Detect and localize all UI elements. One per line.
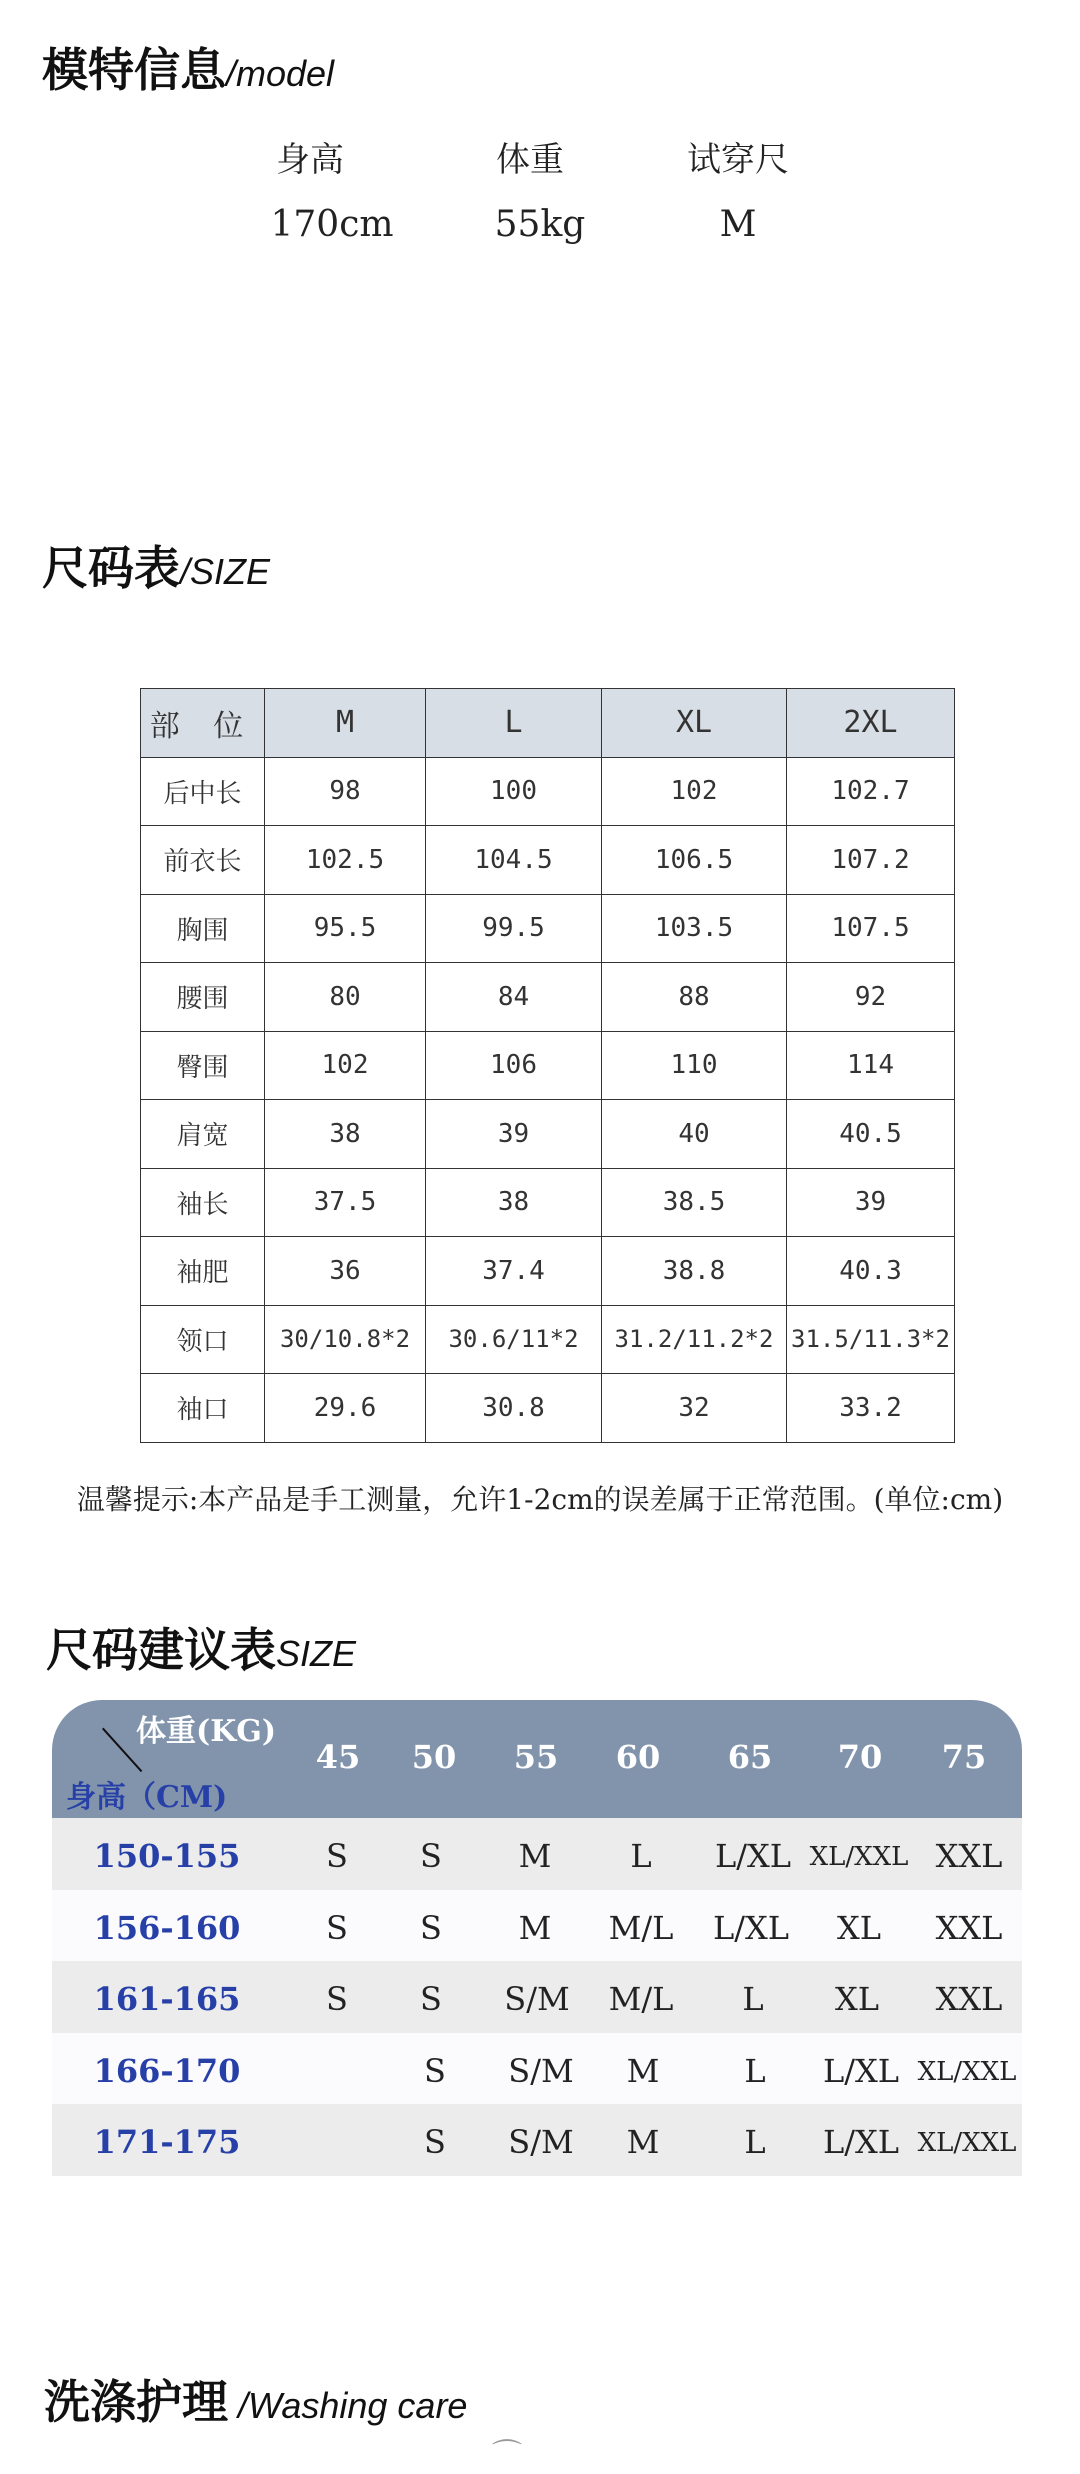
- recommend-table: [52, 1700, 1022, 2176]
- partial-care-icon: ⌒: [492, 2439, 522, 2472]
- table-cell: 104.5: [426, 826, 602, 895]
- table-cell: 32: [602, 1374, 787, 1443]
- washing-title-en: /Washing care: [238, 2385, 468, 2426]
- size-cell: S: [326, 1980, 348, 2018]
- size-title-cn: 尺码表: [42, 541, 180, 595]
- size-cell: L: [630, 1837, 652, 1875]
- recommend-row: [52, 2104, 1022, 2176]
- recommend-row: [52, 2033, 1022, 2105]
- height-range: 166-170: [93, 2051, 241, 2090]
- table-cell: 36: [265, 1237, 426, 1306]
- row-part: 袖肥: [141, 1237, 265, 1306]
- header-size-l: L: [426, 689, 602, 758]
- table-cell: 99.5: [426, 894, 602, 963]
- model-title-en: /model: [226, 53, 335, 94]
- table-cell: 103.5: [602, 894, 787, 963]
- height-range: 156-160: [93, 1908, 241, 1947]
- size-table: [140, 688, 955, 1443]
- table-cell: 29.6: [265, 1374, 426, 1443]
- measurement-note: 温馨提示:本产品是手工测量，允许1-2cm的误差属于正常范围。(单位:cm): [76, 1483, 1004, 1516]
- table-cell: 95.5: [265, 894, 426, 963]
- table-cell: 110: [602, 1031, 787, 1100]
- header-size-m: M: [265, 689, 426, 758]
- table-cell: 100: [426, 757, 602, 826]
- size-cell: XL/XXL: [809, 1842, 909, 1872]
- size-cell: L: [744, 2051, 766, 2090]
- model-title-cn: 模特信息: [42, 43, 226, 97]
- weight-col: 70: [837, 1738, 883, 1776]
- recommend-heading: [46, 1614, 356, 1680]
- model-label-size: 试穿尺: [687, 140, 789, 180]
- recommend-row: [52, 1961, 1022, 2033]
- table-cell: 102: [602, 757, 787, 826]
- recommend-row: [52, 1818, 1022, 1890]
- weight-axis-label: 体重(KG): [136, 1714, 277, 1749]
- table-cell: 80: [265, 963, 426, 1032]
- row-part: 后中长: [141, 757, 265, 826]
- recommend-title-en: SIZE: [276, 1633, 357, 1674]
- table-row: [141, 1237, 955, 1306]
- table-cell: 39: [787, 1168, 955, 1237]
- model-heading: [42, 34, 334, 100]
- size-cell: L: [742, 1980, 764, 2018]
- recommend-header: [52, 1700, 1022, 1818]
- table-cell: 31.5/11.3*2: [787, 1305, 955, 1374]
- recommend-row: [52, 1890, 1022, 1962]
- weight-col: 50: [411, 1738, 457, 1776]
- table-cell: 102.7: [787, 757, 955, 826]
- table-cell: 92: [787, 963, 955, 1032]
- height-axis-label: 身高（CM): [66, 1780, 228, 1815]
- row-part: 领口: [141, 1305, 265, 1374]
- row-part: 臀围: [141, 1031, 265, 1100]
- row-part: 前衣长: [141, 826, 265, 895]
- recommend-title-cn: 尺码建议表: [46, 1623, 276, 1677]
- table-cell: 40.5: [787, 1100, 955, 1169]
- table-cell: 40: [602, 1100, 787, 1169]
- size-cell: S/M: [508, 2123, 574, 2161]
- size-cell: S: [326, 1837, 348, 1875]
- size-cell: XXL: [935, 1837, 1003, 1875]
- table-cell: 33.2: [787, 1374, 955, 1443]
- table-cell: 38: [265, 1100, 426, 1169]
- row-part: 袖长: [141, 1168, 265, 1237]
- weight-col: 75: [941, 1738, 987, 1776]
- table-cell: 107.5: [787, 894, 955, 963]
- table-cell: 114: [787, 1031, 955, 1100]
- size-cell: XL: [834, 1980, 880, 2018]
- table-row: [141, 894, 955, 963]
- size-cell: L/XL: [712, 1908, 790, 1947]
- size-title-en: /SIZE: [180, 551, 271, 592]
- size-cell: S: [420, 1980, 442, 2018]
- table-row: [141, 1100, 955, 1169]
- size-cell: XXL: [935, 1980, 1003, 2018]
- table-row: [141, 1168, 955, 1237]
- row-part: 腰围: [141, 963, 265, 1032]
- size-heading: [42, 532, 270, 598]
- header-size-xl: XL: [602, 689, 787, 758]
- size-cell: M/L: [608, 1980, 674, 2018]
- table-cell: 30.8: [426, 1374, 602, 1443]
- table-cell: 31.2/11.2*2: [602, 1305, 787, 1374]
- table-cell: 38.5: [602, 1168, 787, 1237]
- weight-col: 45: [315, 1738, 361, 1776]
- size-cell: M/L: [608, 1908, 674, 1947]
- size-cell: M: [626, 2123, 660, 2161]
- washing-heading: [44, 2366, 467, 2432]
- row-part: 肩宽: [141, 1100, 265, 1169]
- size-cell: XL/XXL: [917, 2128, 1017, 2158]
- height-range: 150-155: [93, 1837, 241, 1875]
- weight-col: 65: [727, 1738, 773, 1776]
- model-label-weight: 体重: [496, 140, 564, 180]
- height-range: 161-165: [93, 1980, 241, 2018]
- table-cell: 37.4: [426, 1237, 602, 1306]
- row-part: 胸围: [141, 894, 265, 963]
- table-cell: 38.8: [602, 1237, 787, 1306]
- size-cell: L/XL: [714, 1837, 792, 1875]
- model-value-size: M: [719, 204, 757, 245]
- table-cell: 106.5: [602, 826, 787, 895]
- size-cell: S: [424, 2123, 446, 2161]
- weight-col: 55: [513, 1738, 559, 1776]
- model-value-height: 170cm: [270, 204, 394, 245]
- size-cell: S: [420, 1837, 442, 1875]
- table-cell: 30/10.8*2: [265, 1305, 426, 1374]
- table-cell: 30.6/11*2: [426, 1305, 602, 1374]
- size-cell: XL/XXL: [917, 2056, 1017, 2087]
- height-range: 171-175: [93, 2123, 241, 2161]
- size-cell: S: [326, 1908, 348, 1947]
- weight-col: 60: [615, 1738, 661, 1776]
- table-row: [141, 826, 955, 895]
- table-cell: 39: [426, 1100, 602, 1169]
- size-cell: L: [744, 2123, 766, 2161]
- row-part: 袖口: [141, 1374, 265, 1443]
- table-row: [141, 1374, 955, 1443]
- size-cell: S: [420, 1908, 442, 1947]
- size-cell: S/M: [508, 2051, 574, 2090]
- size-cell: XL: [836, 1908, 882, 1947]
- table-cell: 40.3: [787, 1237, 955, 1306]
- table-cell: 102: [265, 1031, 426, 1100]
- size-cell: M: [518, 1908, 552, 1947]
- table-row: [141, 1305, 955, 1374]
- model-label-height: 身高: [276, 140, 344, 180]
- size-cell: XXL: [935, 1908, 1003, 1947]
- table-cell: 98: [265, 757, 426, 826]
- table-cell: 37.5: [265, 1168, 426, 1237]
- table-cell: 88: [602, 963, 787, 1032]
- table-cell: 107.2: [787, 826, 955, 895]
- header-size-2xl: 2XL: [787, 689, 955, 758]
- model-value-weight: 55kg: [494, 204, 586, 245]
- table-cell: 106: [426, 1031, 602, 1100]
- size-cell: S: [424, 2051, 446, 2090]
- size-cell: L/XL: [822, 2051, 900, 2090]
- table-row: [141, 963, 955, 1032]
- size-cell: M: [626, 2051, 660, 2090]
- table-row: [141, 1031, 955, 1100]
- table-cell: 84: [426, 963, 602, 1032]
- size-cell: L/XL: [822, 2123, 900, 2161]
- table-cell: 38: [426, 1168, 602, 1237]
- washing-title-cn: 洗涤护理: [44, 2375, 228, 2429]
- size-cell: M: [518, 1837, 552, 1875]
- table-row: [141, 757, 955, 826]
- size-table-header: [141, 689, 955, 758]
- header-part: 部 位: [141, 689, 265, 758]
- table-cell: 102.5: [265, 826, 426, 895]
- size-cell: S/M: [504, 1980, 570, 2018]
